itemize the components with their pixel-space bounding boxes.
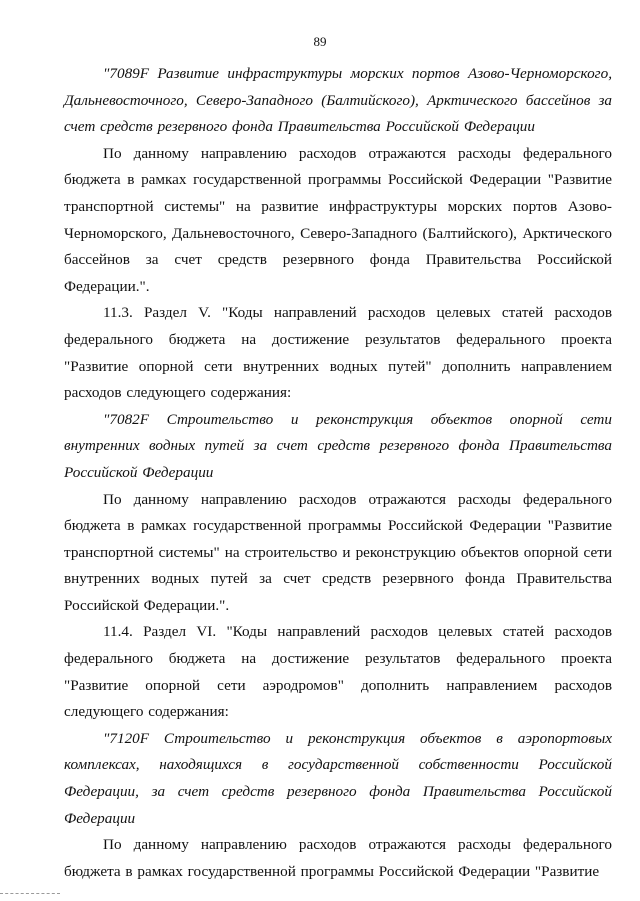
paragraph-section-11-4: 11.4. Раздел VI. "Коды направлений расходов целевых статей расходов федерального бюджета на достижение результатов федерального проекта "Развитие опорной сети аэродромов" дополнить направлением расходов следующего содержания: <box>64 623 612 721</box>
paragraph-section-11-3: 11.3. Раздел V. "Коды направлений расходов целевых статей расходов федерального бюджета на достижение результатов федерального проекта "Развитие опорной сети внутренних водных путей" дополнить направлением расходов следующего содержания: <box>64 304 612 402</box>
footer-divider <box>0 893 60 895</box>
page-number: 89 <box>313 34 327 49</box>
paragraph-7089f-heading: "7089F Развитие инфраструктуры морских портов Азово-Черноморского, Дальневосточного, Северо-Западного (Балтийского), Арктического бассейнов за счет средств резервного фонда Правительства Российской Федерации <box>64 65 612 136</box>
paragraph-7120f-heading: "7120F Строительство и реконструкция объектов в аэропортовых комплексах, находящихся в государственной собственности Российской Федерации, за счет средств резервного фонда Правительства Российской Федерации <box>64 729 612 827</box>
document-body <box>64 61 612 885</box>
paragraph-7082f-heading: "7082F Строительство и реконструкция объектов опорной сети внутренних водных путей за счет средств резервного фонда Правительства Российской Федерации <box>64 410 612 481</box>
paragraph-7120f-description: По данному направлению расходов отражаются расходы федерального бюджета в рамках государственной программы Российской Федерации "Развитие <box>64 836 612 880</box>
paragraph-7089f-description: По данному направлению расходов отражаются расходы федерального бюджета в рамках государственной программы Российской Федерации "Развитие транспортной системы" на развитие инфраструктуры морских портов Азово-Черноморского, Дальневосточного, Северо-Западного (Балтийского), Арктического бассейнов за счет средств резервного фонда Правительства Российской Федерации.". <box>64 144 612 295</box>
paragraph-7082f-description: По данному направлению расходов отражаются расходы федерального бюджета в рамках государственной программы Российской Федерации "Развитие транспортной системы" на строительство и реконструкцию объектов опорной сети внутренних водных путей за счет средств резервного фонда Правительства Российской Федерации.". <box>64 490 612 614</box>
